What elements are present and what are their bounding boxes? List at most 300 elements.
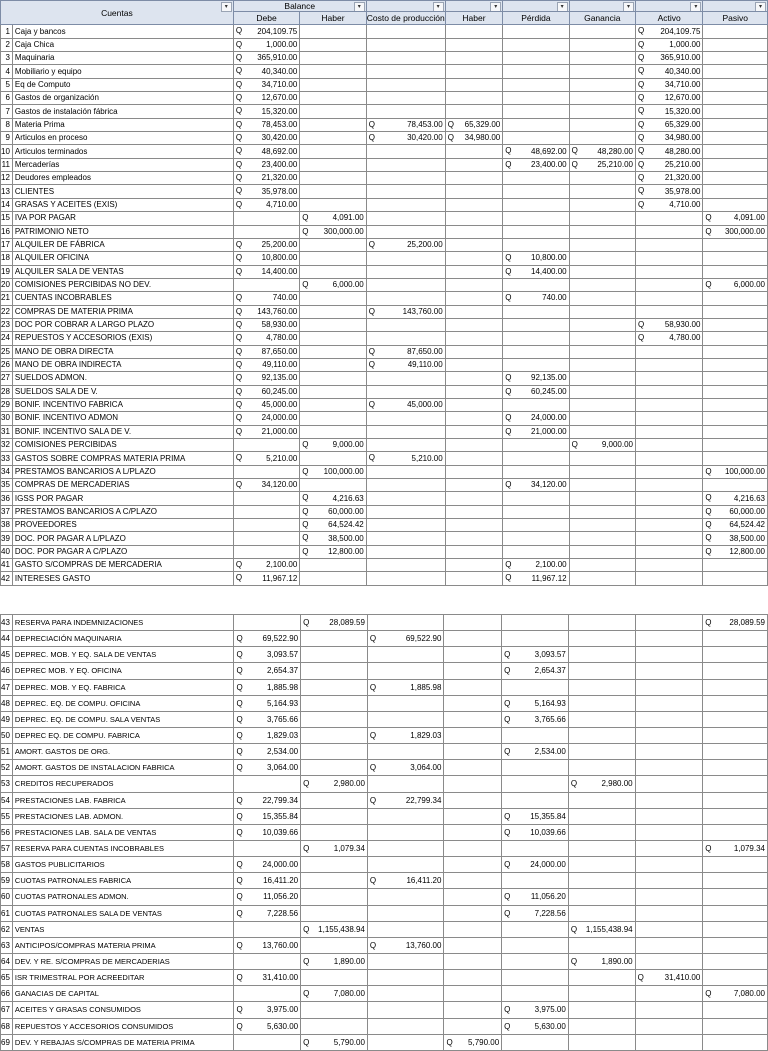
amount-cell[interactable] <box>445 439 503 452</box>
amount-cell[interactable] <box>300 425 366 438</box>
amount-cell[interactable] <box>366 65 445 78</box>
amount-cell[interactable] <box>635 198 702 211</box>
amount-cell[interactable] <box>367 695 444 711</box>
amount-cell[interactable] <box>502 711 569 727</box>
amount-cell[interactable] <box>635 385 702 398</box>
amount-cell[interactable] <box>445 92 503 105</box>
amount-cell[interactable] <box>703 332 768 345</box>
amount-cell[interactable] <box>569 225 635 238</box>
account-name-cell[interactable]: Caja Chica <box>12 38 233 51</box>
amount-cell[interactable] <box>300 505 366 518</box>
row-number[interactable]: 2 <box>1 38 13 51</box>
account-name-cell[interactable]: RESERVA PARA INDEMNIZACIONES <box>12 615 234 631</box>
amount-cell[interactable] <box>445 305 503 318</box>
filter-dropdown-icon[interactable]: ▾ <box>557 2 568 12</box>
amount-cell[interactable] <box>233 492 299 505</box>
amount-cell[interactable] <box>635 1018 703 1034</box>
row-number[interactable]: 30 <box>1 412 13 425</box>
amount-cell[interactable] <box>635 970 703 986</box>
account-name-cell[interactable]: Gastos de instalación fábrica <box>12 105 233 118</box>
amount-cell[interactable] <box>366 492 445 505</box>
row-number[interactable]: 4 <box>1 65 13 78</box>
amount-cell[interactable] <box>569 132 635 145</box>
amount-cell[interactable] <box>445 38 503 51</box>
amount-cell[interactable] <box>367 986 444 1002</box>
amount-cell[interactable] <box>502 1002 569 1018</box>
amount-cell[interactable] <box>367 679 444 695</box>
amount-cell[interactable] <box>503 52 569 65</box>
amount-cell[interactable] <box>234 663 301 679</box>
amount-cell[interactable] <box>568 1018 635 1034</box>
amount-cell[interactable] <box>635 615 703 631</box>
amount-cell[interactable] <box>568 824 635 840</box>
amount-cell[interactable] <box>366 532 445 545</box>
row-number[interactable]: 44 <box>1 631 13 647</box>
amount-cell[interactable] <box>703 663 768 679</box>
amount-cell[interactable] <box>703 185 768 198</box>
amount-cell[interactable] <box>569 519 635 532</box>
amount-cell[interactable] <box>503 412 569 425</box>
amount-cell[interactable] <box>300 479 366 492</box>
amount-cell[interactable] <box>635 305 702 318</box>
amount-cell[interactable] <box>233 52 299 65</box>
amount-cell[interactable] <box>568 1034 635 1050</box>
amount-cell[interactable] <box>635 760 703 776</box>
amount-cell[interactable] <box>635 824 703 840</box>
row-number[interactable]: 12 <box>1 172 13 185</box>
amount-cell[interactable] <box>703 278 768 291</box>
amount-cell[interactable] <box>635 479 702 492</box>
amount-cell[interactable] <box>635 278 702 291</box>
filter-dropdown-icon[interactable]: ▾ <box>623 2 634 12</box>
amount-cell[interactable] <box>300 305 366 318</box>
amount-cell[interactable] <box>568 986 635 1002</box>
amount-cell[interactable] <box>703 519 768 532</box>
amount-cell[interactable] <box>234 889 301 905</box>
account-name-cell[interactable]: DOC POR COBRAR A LARGO PLAZO <box>12 318 233 331</box>
amount-cell[interactable] <box>635 921 703 937</box>
amount-cell[interactable] <box>502 824 569 840</box>
amount-cell[interactable] <box>300 92 366 105</box>
account-name-cell[interactable]: COMISIONES PERCIBIDAS <box>12 439 233 452</box>
account-name-cell[interactable]: DEPREC. MOB. Y EQ. SALA DE VENTAS <box>12 647 234 663</box>
amount-cell[interactable] <box>444 824 502 840</box>
amount-cell[interactable] <box>502 840 569 856</box>
row-number[interactable]: 62 <box>1 921 13 937</box>
amount-cell[interactable] <box>703 65 768 78</box>
account-name-cell[interactable]: ALQUILER OFICINA <box>12 252 233 265</box>
amount-cell[interactable] <box>234 970 301 986</box>
amount-cell[interactable] <box>366 238 445 251</box>
amount-cell[interactable] <box>635 840 703 856</box>
amount-cell[interactable] <box>503 118 569 131</box>
amount-cell[interactable] <box>502 727 569 743</box>
amount-cell[interactable] <box>233 212 299 225</box>
amount-cell[interactable] <box>503 292 569 305</box>
amount-cell[interactable] <box>703 38 768 51</box>
amount-cell[interactable] <box>703 970 768 986</box>
amount-cell[interactable] <box>635 425 702 438</box>
amount-cell[interactable] <box>635 52 702 65</box>
amount-cell[interactable] <box>366 145 445 158</box>
amount-cell[interactable] <box>635 78 702 91</box>
account-name-cell[interactable]: DEPREC EQ. DE COMPU. FABRICA <box>12 727 234 743</box>
amount-cell[interactable] <box>444 937 502 953</box>
amount-cell[interactable] <box>233 519 299 532</box>
row-number[interactable]: 64 <box>1 953 13 969</box>
amount-cell[interactable] <box>366 198 445 211</box>
amount-cell[interactable] <box>502 760 569 776</box>
amount-cell[interactable] <box>635 358 702 371</box>
amount-cell[interactable] <box>569 118 635 131</box>
amount-cell[interactable] <box>568 792 635 808</box>
amount-cell[interactable] <box>503 492 569 505</box>
account-name-cell[interactable]: CUOTAS PATRONALES FABRICA <box>12 873 234 889</box>
amount-cell[interactable] <box>445 78 503 91</box>
row-number[interactable]: 21 <box>1 292 13 305</box>
amount-cell[interactable] <box>367 905 444 921</box>
amount-cell[interactable] <box>445 292 503 305</box>
amount-cell[interactable] <box>568 953 635 969</box>
amount-cell[interactable] <box>703 857 768 873</box>
amount-cell[interactable] <box>366 158 445 171</box>
amount-cell[interactable] <box>635 318 702 331</box>
account-name-cell[interactable]: ACEITES Y GRASAS CONSUMIDOS <box>12 1002 234 1018</box>
amount-cell[interactable] <box>703 873 768 889</box>
amount-cell[interactable] <box>635 185 702 198</box>
account-name-cell[interactable]: GRASAS Y ACEITES (EXIS) <box>12 198 233 211</box>
row-number[interactable]: 55 <box>1 808 13 824</box>
amount-cell[interactable] <box>367 824 444 840</box>
amount-cell[interactable] <box>503 532 569 545</box>
amount-cell[interactable] <box>445 25 503 38</box>
amount-cell[interactable] <box>635 905 703 921</box>
amount-cell[interactable] <box>635 631 703 647</box>
amount-cell[interactable] <box>233 505 299 518</box>
amount-cell[interactable] <box>367 1034 444 1050</box>
amount-cell[interactable] <box>367 873 444 889</box>
amount-cell[interactable] <box>233 398 299 411</box>
row-number[interactable]: 8 <box>1 118 13 131</box>
row-number[interactable]: 29 <box>1 398 13 411</box>
row-number[interactable]: 49 <box>1 711 13 727</box>
row-number[interactable]: 50 <box>1 727 13 743</box>
amount-cell[interactable] <box>367 711 444 727</box>
amount-cell[interactable] <box>569 465 635 478</box>
amount-cell[interactable] <box>503 265 569 278</box>
amount-cell[interactable] <box>569 78 635 91</box>
amount-cell[interactable] <box>367 776 444 792</box>
amount-cell[interactable] <box>300 118 366 131</box>
amount-cell[interactable] <box>301 937 368 953</box>
amount-cell[interactable] <box>301 776 368 792</box>
amount-cell[interactable] <box>635 492 702 505</box>
amount-cell[interactable] <box>503 572 569 585</box>
amount-cell[interactable] <box>635 465 702 478</box>
amount-cell[interactable] <box>233 292 299 305</box>
account-name-cell[interactable]: CUOTAS PATRONALES SALA DE VENTAS <box>12 905 234 921</box>
amount-cell[interactable] <box>301 889 368 905</box>
amount-cell[interactable] <box>568 840 635 856</box>
account-name-cell[interactable]: DOC. POR PAGAR A C/PLAZO <box>12 545 233 558</box>
amount-cell[interactable] <box>568 711 635 727</box>
amount-cell[interactable] <box>502 1034 569 1050</box>
amount-cell[interactable] <box>569 158 635 171</box>
amount-cell[interactable] <box>300 572 366 585</box>
amount-cell[interactable] <box>366 38 445 51</box>
amount-cell[interactable] <box>300 332 366 345</box>
row-number[interactable]: 52 <box>1 760 13 776</box>
row-number[interactable]: 59 <box>1 873 13 889</box>
amount-cell[interactable] <box>568 970 635 986</box>
amount-cell[interactable] <box>366 118 445 131</box>
amount-cell[interactable] <box>366 452 445 465</box>
amount-cell[interactable] <box>301 808 368 824</box>
amount-cell[interactable] <box>569 505 635 518</box>
amount-cell[interactable] <box>569 172 635 185</box>
amount-cell[interactable] <box>234 711 301 727</box>
amount-cell[interactable] <box>233 132 299 145</box>
amount-cell[interactable] <box>366 278 445 291</box>
amount-cell[interactable] <box>703 398 768 411</box>
amount-cell[interactable] <box>301 857 368 873</box>
amount-cell[interactable] <box>234 905 301 921</box>
row-number[interactable]: 51 <box>1 744 13 760</box>
amount-cell[interactable] <box>503 372 569 385</box>
amount-cell[interactable] <box>568 647 635 663</box>
amount-cell[interactable] <box>568 1002 635 1018</box>
amount-cell[interactable] <box>703 145 768 158</box>
amount-cell[interactable] <box>367 937 444 953</box>
amount-cell[interactable] <box>635 225 702 238</box>
amount-cell[interactable] <box>301 1018 368 1034</box>
row-number[interactable]: 16 <box>1 225 13 238</box>
amount-cell[interactable] <box>233 198 299 211</box>
amount-cell[interactable] <box>444 760 502 776</box>
amount-cell[interactable] <box>367 840 444 856</box>
amount-cell[interactable] <box>635 532 702 545</box>
amount-cell[interactable] <box>301 615 368 631</box>
amount-cell[interactable] <box>503 238 569 251</box>
amount-cell[interactable] <box>234 840 301 856</box>
account-name-cell[interactable]: DEV. Y REBAJAS S/COMPRAS DE MATERIA PRIMA <box>12 1034 234 1050</box>
amount-cell[interactable] <box>569 425 635 438</box>
amount-cell[interactable] <box>502 808 569 824</box>
amount-cell[interactable] <box>366 212 445 225</box>
amount-cell[interactable] <box>703 840 768 856</box>
amount-cell[interactable] <box>234 760 301 776</box>
amount-cell[interactable] <box>568 889 635 905</box>
amount-cell[interactable] <box>444 921 502 937</box>
amount-cell[interactable] <box>635 857 703 873</box>
amount-cell[interactable] <box>635 345 702 358</box>
filter-dropdown-icon[interactable]: ▾ <box>490 2 501 12</box>
amount-cell[interactable] <box>635 776 703 792</box>
amount-cell[interactable] <box>233 345 299 358</box>
amount-cell[interactable] <box>233 318 299 331</box>
amount-cell[interactable] <box>502 663 569 679</box>
amount-cell[interactable] <box>503 225 569 238</box>
amount-cell[interactable] <box>301 986 368 1002</box>
amount-cell[interactable] <box>703 1034 768 1050</box>
row-number[interactable]: 33 <box>1 452 13 465</box>
amount-cell[interactable] <box>300 52 366 65</box>
row-number[interactable]: 23 <box>1 318 13 331</box>
amount-cell[interactable] <box>703 1002 768 1018</box>
row-number[interactable]: 36 <box>1 492 13 505</box>
amount-cell[interactable] <box>300 78 366 91</box>
amount-cell[interactable] <box>635 559 702 572</box>
amount-cell[interactable] <box>366 305 445 318</box>
amount-cell[interactable] <box>502 792 569 808</box>
amount-cell[interactable] <box>444 905 502 921</box>
account-name-cell[interactable]: CREDITOS RECUPERADOS <box>12 776 234 792</box>
amount-cell[interactable] <box>635 25 702 38</box>
amount-cell[interactable] <box>301 1034 368 1050</box>
amount-cell[interactable] <box>703 305 768 318</box>
amount-cell[interactable] <box>569 238 635 251</box>
amount-cell[interactable] <box>569 145 635 158</box>
amount-cell[interactable] <box>703 492 768 505</box>
account-name-cell[interactable]: Maquinaria <box>12 52 233 65</box>
account-name-cell[interactable]: AMORT. GASTOS DE ORG. <box>12 744 234 760</box>
amount-cell[interactable] <box>569 65 635 78</box>
amount-cell[interactable] <box>635 38 702 51</box>
amount-cell[interactable] <box>703 727 768 743</box>
row-number[interactable]: 61 <box>1 905 13 921</box>
amount-cell[interactable] <box>703 412 768 425</box>
amount-cell[interactable] <box>502 873 569 889</box>
amount-cell[interactable] <box>233 278 299 291</box>
amount-cell[interactable] <box>301 631 368 647</box>
account-name-cell[interactable]: IVA POR PAGAR <box>12 212 233 225</box>
account-name-cell[interactable]: INTERESES GASTO <box>12 572 233 585</box>
amount-cell[interactable] <box>444 1002 502 1018</box>
amount-cell[interactable] <box>367 744 444 760</box>
amount-cell[interactable] <box>703 52 768 65</box>
amount-cell[interactable] <box>568 663 635 679</box>
row-number[interactable]: 14 <box>1 198 13 211</box>
amount-cell[interactable] <box>300 252 366 265</box>
row-number[interactable]: 45 <box>1 647 13 663</box>
amount-cell[interactable] <box>703 118 768 131</box>
amount-cell[interactable] <box>703 532 768 545</box>
amount-cell[interactable] <box>503 78 569 91</box>
amount-cell[interactable] <box>703 345 768 358</box>
amount-cell[interactable] <box>234 792 301 808</box>
amount-cell[interactable] <box>367 631 444 647</box>
amount-cell[interactable] <box>703 505 768 518</box>
amount-cell[interactable] <box>367 1018 444 1034</box>
amount-cell[interactable] <box>503 452 569 465</box>
amount-cell[interactable] <box>366 358 445 371</box>
amount-cell[interactable] <box>444 647 502 663</box>
amount-cell[interactable] <box>635 238 702 251</box>
amount-cell[interactable] <box>301 1002 368 1018</box>
amount-cell[interactable] <box>569 412 635 425</box>
amount-cell[interactable] <box>502 937 569 953</box>
amount-cell[interactable] <box>503 92 569 105</box>
account-name-cell[interactable]: DEPREC. EQ. DE COMPU. OFICINA <box>12 695 234 711</box>
amount-cell[interactable] <box>233 572 299 585</box>
amount-cell[interactable] <box>703 792 768 808</box>
amount-cell[interactable] <box>503 318 569 331</box>
amount-cell[interactable] <box>233 38 299 51</box>
amount-cell[interactable] <box>300 212 366 225</box>
account-name-cell[interactable]: PRESTACIONES LAB. FABRICA <box>12 792 234 808</box>
amount-cell[interactable] <box>503 398 569 411</box>
amount-cell[interactable] <box>635 1034 703 1050</box>
amount-cell[interactable] <box>703 78 768 91</box>
amount-cell[interactable] <box>234 695 301 711</box>
amount-cell[interactable] <box>300 265 366 278</box>
row-number[interactable]: 46 <box>1 663 13 679</box>
amount-cell[interactable] <box>300 238 366 251</box>
amount-cell[interactable] <box>635 545 702 558</box>
amount-cell[interactable] <box>300 65 366 78</box>
amount-cell[interactable] <box>233 332 299 345</box>
account-name-cell[interactable]: COMPRAS DE MERCADERIAS <box>12 479 233 492</box>
amount-cell[interactable] <box>703 439 768 452</box>
amount-cell[interactable] <box>366 318 445 331</box>
account-name-cell[interactable]: DEPRECIACIÓN MAQUINARIA <box>12 631 234 647</box>
amount-cell[interactable] <box>445 345 503 358</box>
account-name-cell[interactable]: MANO DE OBRA INDIRECTA <box>12 358 233 371</box>
amount-cell[interactable] <box>569 212 635 225</box>
amount-cell[interactable] <box>569 572 635 585</box>
amount-cell[interactable] <box>703 212 768 225</box>
amount-cell[interactable] <box>301 873 368 889</box>
amount-cell[interactable] <box>366 505 445 518</box>
amount-cell[interactable] <box>635 265 702 278</box>
amount-cell[interactable] <box>503 439 569 452</box>
account-name-cell[interactable]: DEPREC MOB. Y EQ. OFICINA <box>12 663 234 679</box>
amount-cell[interactable] <box>233 25 299 38</box>
amount-cell[interactable] <box>569 105 635 118</box>
amount-cell[interactable] <box>503 25 569 38</box>
amount-cell[interactable] <box>703 937 768 953</box>
amount-cell[interactable] <box>503 105 569 118</box>
amount-cell[interactable] <box>301 840 368 856</box>
amount-cell[interactable] <box>234 776 301 792</box>
row-number[interactable]: 9 <box>1 132 13 145</box>
amount-cell[interactable] <box>703 760 768 776</box>
amount-cell[interactable] <box>703 631 768 647</box>
amount-cell[interactable] <box>703 479 768 492</box>
amount-cell[interactable] <box>300 358 366 371</box>
amount-cell[interactable] <box>444 889 502 905</box>
amount-cell[interactable] <box>300 132 366 145</box>
amount-cell[interactable] <box>703 292 768 305</box>
amount-cell[interactable] <box>703 225 768 238</box>
amount-cell[interactable] <box>445 398 503 411</box>
amount-cell[interactable] <box>503 519 569 532</box>
amount-cell[interactable] <box>635 744 703 760</box>
amount-cell[interactable] <box>569 439 635 452</box>
amount-cell[interactable] <box>366 398 445 411</box>
amount-cell[interactable] <box>445 385 503 398</box>
amount-cell[interactable] <box>503 385 569 398</box>
amount-cell[interactable] <box>300 452 366 465</box>
amount-cell[interactable] <box>366 292 445 305</box>
row-number[interactable]: 20 <box>1 278 13 291</box>
amount-cell[interactable] <box>503 145 569 158</box>
amount-cell[interactable] <box>635 647 703 663</box>
amount-cell[interactable] <box>301 792 368 808</box>
amount-cell[interactable] <box>444 840 502 856</box>
amount-cell[interactable] <box>635 889 703 905</box>
amount-cell[interactable] <box>234 615 301 631</box>
